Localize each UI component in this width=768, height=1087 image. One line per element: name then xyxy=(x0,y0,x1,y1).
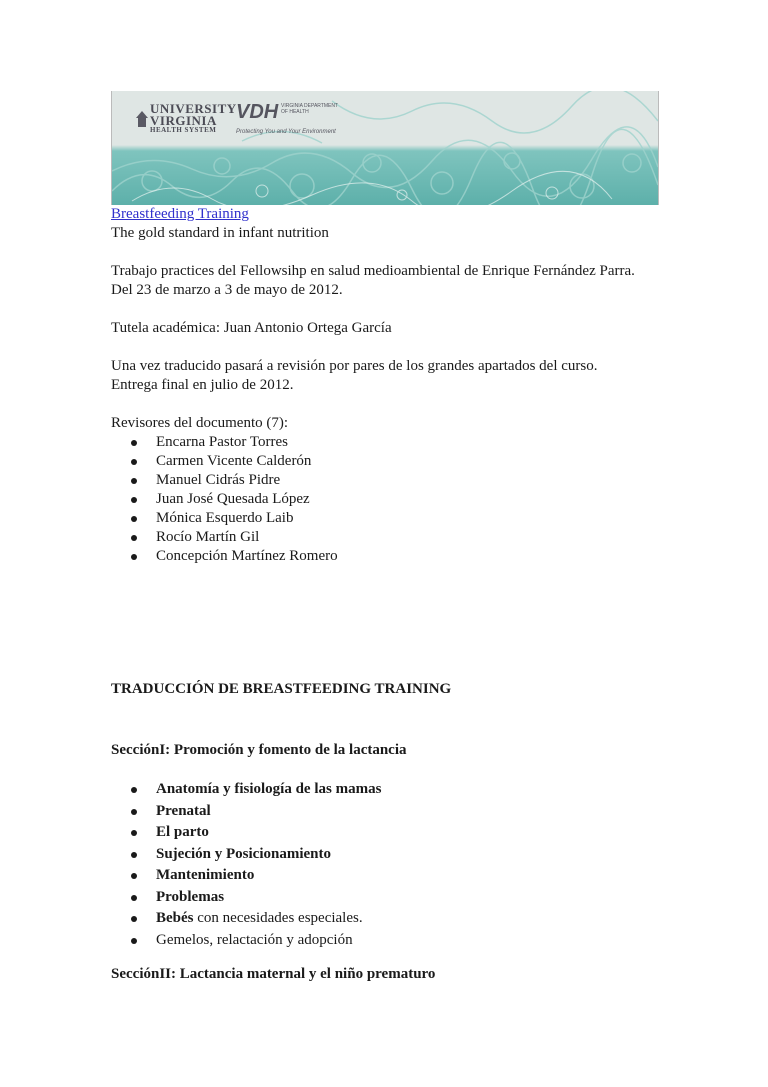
section1-list xyxy=(111,779,671,951)
vdh-tagline: Protecting You and Your Environment xyxy=(236,129,336,135)
bullet-icon xyxy=(131,787,137,793)
bullet-icon xyxy=(131,873,137,879)
list-item: Concepción Martínez Romero xyxy=(111,547,671,566)
list-item: Juan José Quesada López xyxy=(111,490,671,509)
bullet-icon xyxy=(131,895,137,901)
reviewers-list xyxy=(111,433,671,566)
list-item: Manuel Cidrás Pidre xyxy=(111,471,671,490)
list-item: Rocío Martín Gil xyxy=(111,528,671,547)
bullet-icon xyxy=(131,440,137,446)
bullet-icon xyxy=(131,916,137,922)
list-item: Bebés con necesidades especiales. xyxy=(111,908,671,930)
list-item: El parto xyxy=(111,822,671,844)
review-note-line2: Entrega final en julio de 2012. xyxy=(111,377,294,393)
reviewers-heading: Revisores del documento (7): xyxy=(111,415,289,431)
list-item: Gemelos, relactación y adopción xyxy=(111,930,671,952)
vdh-logo: VDH xyxy=(236,101,279,123)
academic-tutor: Tutela académica: Juan Antonio Ortega García xyxy=(111,320,392,336)
translation-title: TRADUCCIÓN DE BREASTFEEDING TRAINING xyxy=(111,681,452,697)
bullet-icon xyxy=(131,852,137,858)
bullet-icon xyxy=(131,535,137,541)
uva-logo-line1: UNIVERSITY xyxy=(150,101,237,116)
vdh-logo-subtitle: VIRGINIA DEPARTMENT OF HEALTH xyxy=(281,103,338,115)
list-item: Encarna Pastor Torres xyxy=(111,433,671,452)
subtitle: The gold standard in infant nutrition xyxy=(111,225,329,241)
work-description-line1: Trabajo practices del Fellowsihp en salud medioambiental de Enrique Fernández Parra. xyxy=(111,263,635,279)
bullet-icon xyxy=(131,516,137,522)
list-item: Carmen Vicente Calderón xyxy=(111,452,671,471)
uva-logo-line2: VIRGINIA xyxy=(150,113,217,128)
review-note-line1: Una vez traducido pasará a revisión por pares de los grandes apartados del curso. xyxy=(111,358,598,374)
bullet-icon xyxy=(131,554,137,560)
work-description-line2: Del 23 de marzo a 3 de mayo de 2012. xyxy=(111,282,343,298)
header-banner xyxy=(111,91,659,205)
list-item: Anatomía y fisiología de las mamas xyxy=(111,779,671,801)
section2-title: SecciónII: Lactancia maternal y el niño prematuro xyxy=(111,966,436,982)
bullet-icon xyxy=(131,809,137,815)
list-item: Prenatal xyxy=(111,801,671,823)
bullet-icon xyxy=(131,478,137,484)
breastfeeding-training-link[interactable]: Breastfeeding Training xyxy=(111,206,249,222)
list-item: Mónica Esquerdo Laib xyxy=(111,509,671,528)
uva-logo-line3: HEALTH SYSTEM xyxy=(150,126,217,134)
list-item: Sujeción y Posicionamiento xyxy=(111,844,671,866)
document-page xyxy=(111,91,671,984)
bullet-icon xyxy=(131,459,137,465)
list-item: Mantenimiento xyxy=(111,865,671,887)
bullet-icon xyxy=(131,830,137,836)
list-item: Problemas xyxy=(111,887,671,909)
bullet-icon xyxy=(131,497,137,503)
section1-title: SecciónI: Promoción y fomento de la lactancia xyxy=(111,742,407,758)
bullet-icon xyxy=(131,938,137,944)
